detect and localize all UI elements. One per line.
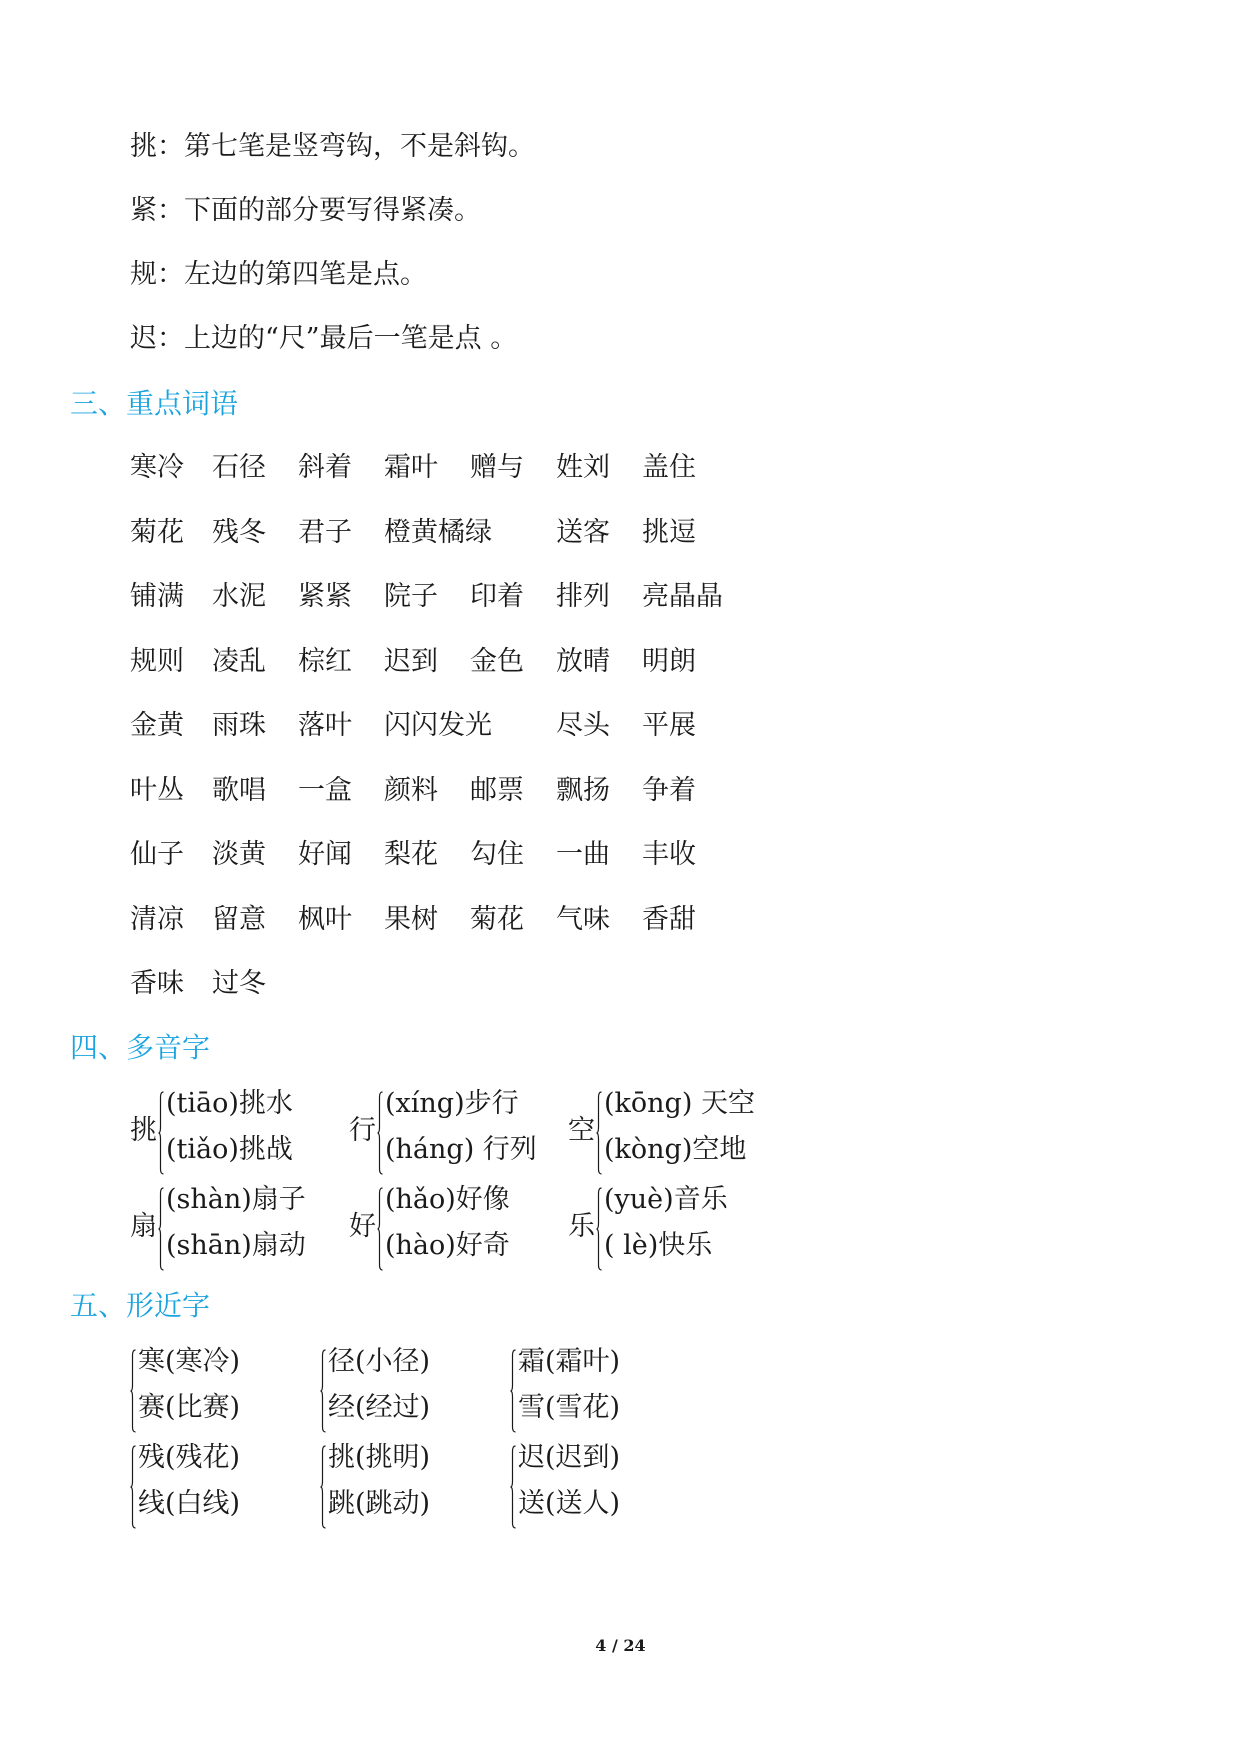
vocab-word: 寒冷	[130, 452, 184, 483]
polyphonic-group	[568, 1087, 788, 1179]
pronunciation-entry: (hào)好奇	[385, 1230, 510, 1261]
vocab-word: 金黄	[130, 710, 184, 741]
polyphonic-char: 好	[349, 1211, 376, 1242]
brace-icon	[377, 1091, 383, 1175]
similar-char-group	[510, 1345, 690, 1437]
vocab-word: 勾住	[470, 839, 524, 870]
vocab-word: 邮票	[470, 774, 524, 806]
similar-char-group	[320, 1441, 500, 1533]
similar-char-group	[510, 1441, 690, 1533]
brace-icon	[510, 1445, 516, 1529]
polyphonic-char: 乐	[568, 1211, 595, 1242]
section-heading-similar-chars: 五、形近字	[70, 1289, 211, 1322]
vocab-word: 送客	[556, 516, 610, 548]
vocab-word: 印着	[470, 581, 524, 612]
vocab-word: 飘扬	[556, 774, 610, 806]
vocab-word: 橙黄橘绿	[384, 516, 492, 548]
vocab-word: 明朗	[642, 645, 696, 677]
vocab-word: 气味	[556, 903, 610, 935]
vocab-word: 一曲	[556, 839, 610, 870]
polyphonic-group	[568, 1183, 788, 1275]
brace-icon	[510, 1349, 516, 1433]
vocab-word: 挑逗	[642, 516, 696, 548]
stroke-note: 挑：第七笔是竖弯钩，不是斜钩。	[130, 131, 535, 162]
vocab-word: 霜叶	[384, 452, 438, 483]
vocab-word: 梨花	[384, 839, 438, 870]
vocab-word: 淡黄	[212, 839, 266, 870]
similar-char-entry: 挑(挑明)	[328, 1442, 431, 1473]
brace-icon	[158, 1187, 164, 1271]
vocab-word: 仙子	[130, 839, 184, 870]
vocab-word: 枫叶	[298, 903, 352, 935]
similar-char-entry: 跳(跳动)	[328, 1488, 431, 1519]
polyphonic-char: 扇	[130, 1211, 157, 1242]
vocab-word: 叶丛	[130, 774, 184, 806]
similar-char-entry: 线(白线)	[138, 1488, 241, 1519]
vocab-word: 金色	[470, 645, 524, 677]
vocab-word: 落叶	[298, 710, 352, 741]
vocab-word: 香甜	[642, 903, 696, 935]
polyphonic-group	[349, 1183, 569, 1275]
vocab-word: 放晴	[556, 645, 610, 677]
vocab-word: 斜着	[298, 452, 352, 483]
similar-char-group	[130, 1441, 310, 1533]
brace-icon	[320, 1445, 326, 1529]
vocab-word: 好闻	[298, 839, 352, 870]
polyphonic-char: 行	[349, 1115, 376, 1146]
page-number: 4 / 24	[595, 1636, 646, 1655]
similar-char-group	[130, 1345, 310, 1437]
brace-icon	[158, 1091, 164, 1175]
pronunciation-entry: (kōng) 天空	[604, 1088, 755, 1119]
vocab-word: 香味	[130, 968, 184, 999]
pronunciation-entry: (yuè)音乐	[604, 1184, 728, 1215]
vocab-word: 闪闪发光	[384, 710, 492, 741]
vocab-word: 石径	[212, 452, 266, 483]
vocab-word: 凌乱	[212, 645, 266, 677]
vocab-word: 水泥	[212, 581, 266, 612]
brace-icon	[377, 1187, 383, 1271]
pronunciation-entry: (hǎo)好像	[385, 1184, 510, 1215]
stroke-note: 紧：下面的部分要写得紧凑。	[130, 195, 481, 226]
pronunciation-entry: (háng) 行列	[385, 1134, 537, 1165]
brace-icon	[130, 1445, 136, 1529]
stroke-note: 规：左边的第四笔是点。	[130, 259, 427, 290]
pronunciation-entry: (shàn)扇子	[166, 1184, 306, 1215]
polyphonic-char: 空	[568, 1115, 595, 1146]
vocab-word: 君子	[298, 516, 352, 548]
vocab-word: 棕红	[298, 645, 352, 677]
section-heading-key-words: 三、重点词语	[70, 387, 239, 420]
vocab-word: 果树	[384, 903, 438, 935]
vocab-word: 平展	[642, 710, 696, 741]
vocab-word: 过冬	[212, 968, 266, 999]
similar-char-entry: 霜(霜叶)	[518, 1346, 621, 1377]
vocab-word: 盖住	[642, 452, 696, 483]
pronunciation-entry: (tiǎo)挑战	[166, 1134, 293, 1165]
vocab-word: 赠与	[470, 452, 524, 483]
pronunciation-entry: ( lè)快乐	[604, 1230, 713, 1261]
vocab-word: 残冬	[212, 516, 266, 548]
vocab-word: 姓刘	[556, 452, 610, 483]
similar-char-entry: 寒(寒冷)	[138, 1346, 241, 1377]
vocab-word: 雨珠	[212, 710, 266, 741]
vocab-word: 争着	[642, 774, 696, 806]
vocab-word: 规则	[130, 645, 184, 677]
section-heading-polyphonic: 四、多音字	[70, 1031, 211, 1064]
similar-char-entry: 赛(比赛)	[138, 1392, 241, 1423]
pronunciation-entry: (xíng)步行	[385, 1088, 519, 1119]
similar-char-entry: 送(送人)	[518, 1488, 621, 1519]
vocab-word: 丰收	[642, 839, 696, 870]
polyphonic-group	[130, 1183, 350, 1275]
polyphonic-group	[130, 1087, 350, 1179]
vocab-word: 菊花	[470, 903, 524, 935]
similar-char-entry: 经(经过)	[328, 1392, 431, 1423]
brace-icon	[596, 1187, 602, 1271]
similar-char-entry: 径(小径)	[328, 1346, 431, 1377]
vocab-word: 一盒	[298, 774, 352, 806]
similar-char-entry: 残(残花)	[138, 1442, 241, 1473]
vocab-word: 紧紧	[298, 581, 352, 612]
vocab-word: 歌唱	[212, 774, 266, 806]
vocab-word: 铺满	[130, 581, 184, 612]
polyphonic-group	[349, 1087, 569, 1179]
vocab-word: 菊花	[130, 516, 184, 548]
brace-icon	[596, 1091, 602, 1175]
vocab-word: 留意	[212, 903, 266, 935]
polyphonic-char: 挑	[130, 1115, 157, 1146]
vocab-word: 院子	[384, 581, 438, 612]
pronunciation-entry: (kòng)空地	[604, 1134, 747, 1165]
similar-char-entry: 迟(迟到)	[518, 1442, 621, 1473]
stroke-note: 迟：上边的“尺”最后一笔是点 。	[130, 323, 518, 354]
pronunciation-entry: (tiāo)挑水	[166, 1088, 293, 1119]
vocab-word: 亮晶晶	[642, 581, 723, 612]
pronunciation-entry: (shān)扇动	[166, 1230, 306, 1261]
brace-icon	[130, 1349, 136, 1433]
vocab-word: 清凉	[130, 903, 184, 935]
similar-char-entry: 雪(雪花)	[518, 1392, 621, 1423]
similar-char-group	[320, 1345, 500, 1437]
vocab-word: 尽头	[556, 710, 610, 741]
vocab-word: 迟到	[384, 645, 438, 677]
brace-icon	[320, 1349, 326, 1433]
vocab-word: 排列	[556, 581, 610, 612]
vocab-word: 颜料	[384, 774, 438, 806]
